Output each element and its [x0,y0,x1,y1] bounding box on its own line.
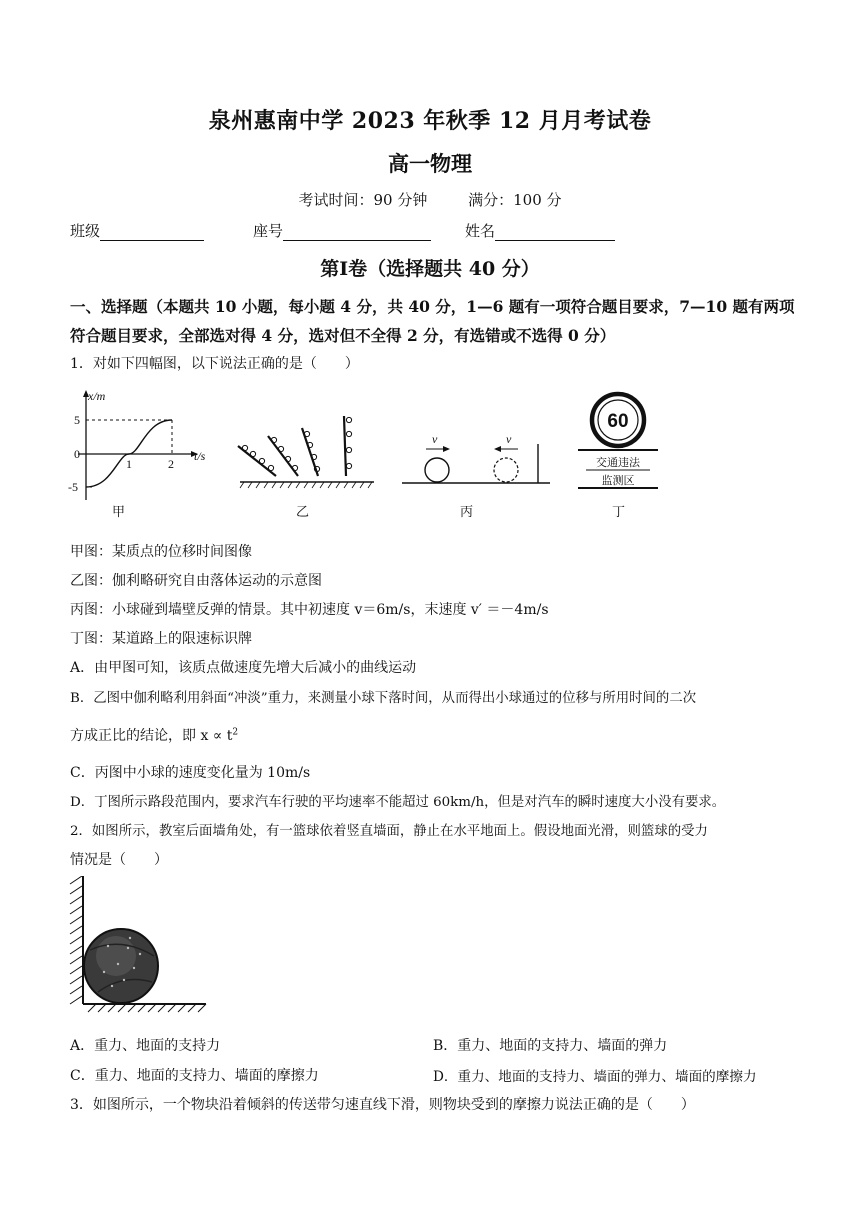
seat-blank[interactable] [283,224,431,241]
section-title: 第Ⅰ卷（选择题共 40 分） [320,258,540,280]
yi-caption: 乙 [296,504,310,519]
q2-option-b: B．重力、地面的支持力、墙面的弹力 [433,1038,668,1054]
bing-v-label: v [432,432,438,446]
q1-option-c: C．丙图中小球的速度变化量为 10m/s [70,765,311,781]
q2-option-a: A．重力、地面的支持力 [70,1038,221,1054]
q1-option-d: D．丁图所示路段范围内，要求汽车行驶的平均速率不能超过 60km/h，但是对汽车的瞬时速度大小没有要求。 [70,795,726,810]
figure-jia [68,389,206,519]
name-label: 姓名 [465,222,496,240]
q2-figure [68,876,208,1016]
class-blank[interactable] [100,224,204,241]
exam-title: 泉州惠南中学 2023 年秋季 12 月月考试卷 [208,108,652,134]
q1-figure-svg [62,382,662,522]
q2-stem-line2: 情况是（ ） [70,852,168,868]
speed-limit-number: 60 [607,411,629,432]
figure-bing [402,432,550,519]
q1-option-b-line2 [70,725,238,745]
q1-option-b-line1: B．乙图中伽利略利用斜面“冲淡”重力，来测量小球下落时间，从而得出小球通过的位移与所用时间的二次 [70,691,697,706]
name-blank[interactable] [495,224,615,241]
sign-line2: 监测区 [601,475,635,487]
q1-figures [62,382,662,522]
ding-caption: 丁 [612,504,626,519]
exam-subject: 高一物理 [388,151,472,176]
exam-time: 考试时间：90 分钟 [298,191,428,209]
jia-x-axis-label: x/m [88,389,106,403]
jia-tick-0: 0 [74,447,80,461]
seat-field[interactable] [253,220,431,241]
q1-option-a: A．由甲图可知，该质点做速度先增大后减小的曲线运动 [70,660,417,676]
q2-option-d: D．重力、地面的支持力、墙面的弹力、墙面的摩擦力 [433,1069,757,1085]
figure-ding [578,394,658,519]
basketball-corner-figure [68,876,208,1016]
q1-desc-ding: 丁图：某道路上的限速标识牌 [70,631,252,647]
student-info-fields [70,220,790,242]
q1-option-b-exponent: 2 [232,727,239,738]
exam-full-score: 满分：100 分 [468,191,562,209]
exam-meta [0,189,860,210]
bing-caption: 丙 [460,504,474,519]
jia-t-axis-label: t/s [194,449,206,463]
q2-option-c: C．重力、地面的支持力、墙面的摩擦力 [70,1068,319,1084]
q1-option-b-formula: 方成正比的结论，即 x ∝ t [70,728,233,744]
q2-stem-line1: 2．如图所示，教室后面墙角处，有一篮球依着竖直墙面，静止在水平地面上。假设地面光滑，则篮球的受力 [70,824,708,839]
sign-line1: 交通违法 [596,457,640,469]
jia-tick-1: 1 [126,457,132,471]
name-field[interactable] [465,220,615,241]
class-label: 班级 [70,222,101,240]
figure-yi [238,416,374,519]
jia-tick-2: 2 [168,457,174,471]
jia-tick-neg5: -5 [68,480,78,494]
q1-desc-jia: 甲图：某质点的位移时间图像 [70,544,252,560]
section-instructions: 一、选择题（本题共 10 小题，每小题 4 分，共 40 分，1—6 题有一项符合题目要求，7—10 题有两项符合题目要求，全部选对得 4 分，选对但不全得 2 分，有选错或不选得 0 分） [70,297,795,345]
q3-stem: 3．如图所示，一个物块沿着倾斜的传送带匀速直线下滑，则物块受到的摩擦力说法正确的是（ ） [70,1097,695,1113]
jia-caption: 甲 [112,504,126,519]
class-field[interactable] [70,220,204,241]
jia-tick-5: 5 [74,413,80,427]
bing-v-prime-label: v [506,432,512,446]
q1-desc-yi: 乙图：伽利略研究自由落体运动的示意图 [70,573,322,589]
seat-label: 座号 [253,222,284,240]
q1-stem: 1．对如下四幅图，以下说法正确的是（ ） [70,356,359,372]
q1-desc-bing: 丙图：小球碰到墙壁反弹的情景。其中初速度 v＝6m/s，末速度 v′ ＝－4m/s [70,602,549,618]
